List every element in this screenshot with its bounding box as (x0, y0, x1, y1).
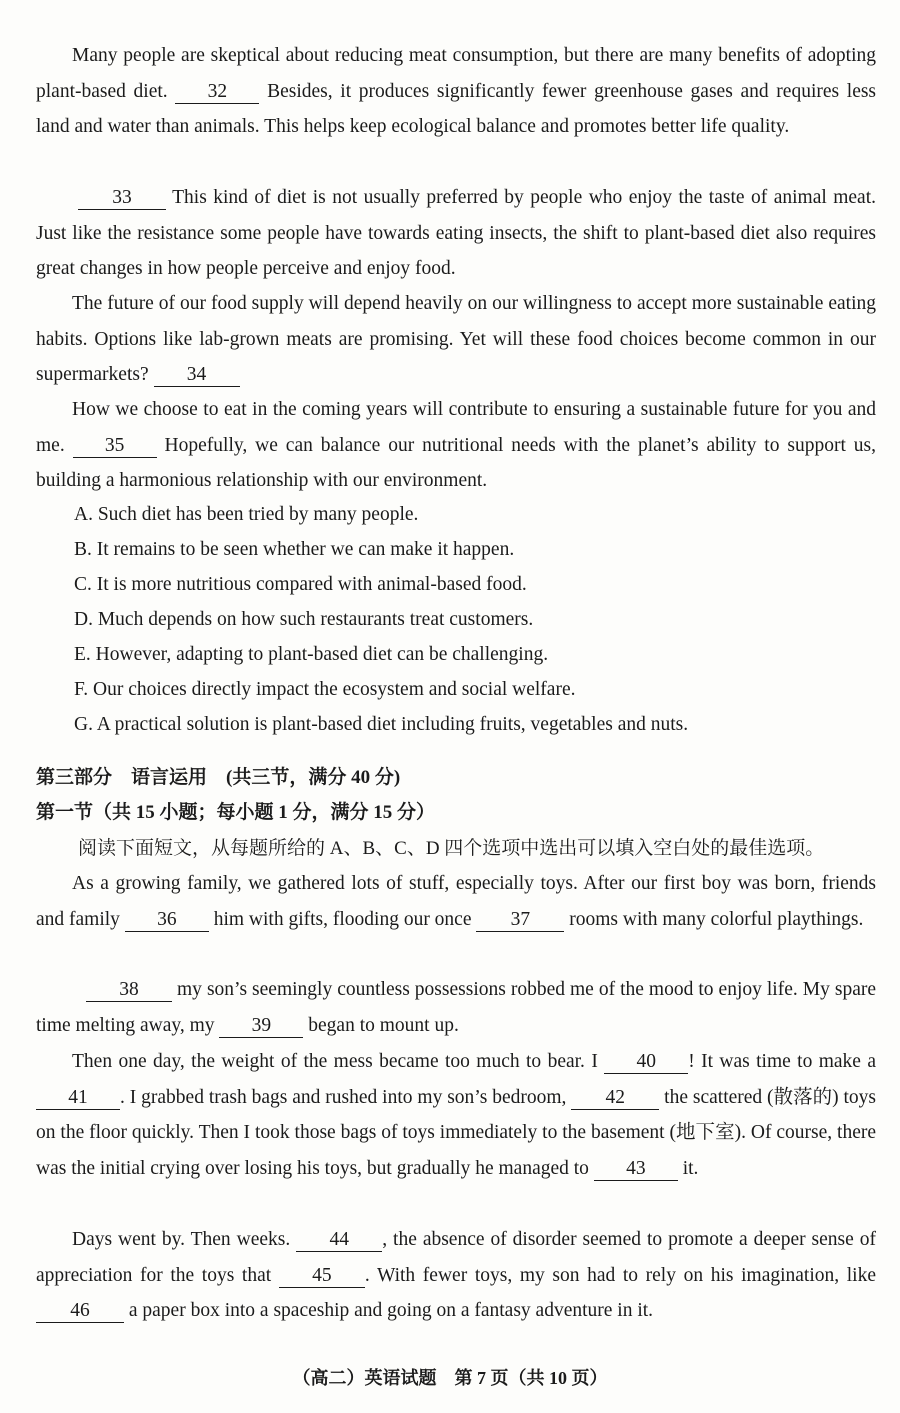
blank-39[interactable]: 39 (219, 1015, 303, 1038)
blank-34[interactable]: 34 (154, 364, 240, 387)
passage2-paragraph-3: Then one day, the weight of the mess became too much to bear. I 40 ! It was time to make a41 . I grabbed trash bags and rushed into my son’s bedroom, 42 the scattered (散落的) toys on the floor quickly. Then I took those bags of toys immediately to the basement (地下室). Of course, there was the initial crying over losing his toys, but gradually he managed to 43 it. (36, 1051, 876, 1179)
option-b: B. It remains to be seen whether we can make it happen. (74, 539, 515, 560)
passage1-paragraph-1: Many people are skeptical about reducing meat consumption, but there are many benefits of adopting plant-based diet. 32 Besides, it produces significantly fewer greenhouse gases and requires less land and water than animals. This helps keep ecological balance and promotes better life quality. (36, 45, 877, 137)
passage2-paragraph-2: 38 my son’s seemingly countless possessions robbed me of the mood to enjoy life. My spare time melting away, my 39 began to mount up. (36, 979, 876, 1036)
blank-44[interactable]: 44 (296, 1229, 382, 1252)
blank-33[interactable]: 33 (78, 187, 166, 210)
blank-37[interactable]: 37 (476, 909, 564, 932)
option-d: D. Much depends on how such restaurants treat customers. (74, 609, 534, 630)
blank-42[interactable]: 42 (571, 1087, 659, 1110)
option-f: F. Our choices directly impact the ecosystem and social welfare. (74, 679, 576, 700)
passage2-paragraph-4: Days went by. Then weeks. 44 , the absence of disorder seemed to promote a deeper sense of appreciation for the toys that 45 . With fewer toys, my son had to rely on his imagination, like 46 a paper box into a spaceship and going on a fantasy adventure in it. (36, 1229, 876, 1321)
section-instruction: 阅读下面短文，从每题所给的 A、B、C、D 四个选项中选出可以填入空白处的最佳选项。 (78, 838, 825, 859)
blank-41[interactable]: 41 (36, 1087, 120, 1110)
section-one-title: 第一节（共 15 小题；每小题 1 分，满分 15 分） (36, 802, 436, 823)
blank-45[interactable]: 45 (279, 1265, 365, 1288)
blank-46[interactable]: 46 (36, 1300, 124, 1323)
passage1-paragraph-2: 33 This kind of diet is not usually preferred by people who enjoy the taste of animal meat. Just like the resistance some people have towards eating insects, the shift to plant-based diet also requires great changes in how people perceive and enjoy food. (36, 187, 876, 279)
option-e: E. However, adapting to plant-based diet can be challenging. (74, 644, 549, 665)
option-g: G. A practical solution is plant-based diet including fruits, vegetables and nuts. (74, 714, 689, 735)
option-c: C. It is more nutritious compared with animal-based food. (74, 574, 527, 595)
blank-36[interactable]: 36 (125, 909, 209, 932)
passage1-paragraph-3: The future of our food supply will depend heavily on our willingness to accept more sustainable eating habits. Options like lab-grown meats are promising. Yet will these food choices become common in our supermarkets? 34 (36, 293, 876, 385)
blank-38[interactable]: 38 (86, 979, 172, 1002)
blank-35[interactable]: 35 (73, 435, 157, 458)
option-a: A. Such diet has been tried by many people. (74, 504, 419, 525)
passage1-paragraph-4: How we choose to eat in the coming years will contribute to ensuring a sustainable future for you and me. 35 Hopefully, we can balance our nutritional needs with the planet’s ability to support us, building a harmonious relationship with our environment. (36, 399, 876, 491)
page-footer: （高二）英语试题 第 7 页（共 10 页） (292, 1368, 608, 1388)
part-three-title: 第三部分 语言运用 (共三节，满分 40 分) (36, 767, 401, 788)
blank-43[interactable]: 43 (594, 1158, 678, 1181)
passage2-paragraph-1: As a growing family, we gathered lots of stuff, especially toys. After our first boy was born, friends and family 36 him with gifts, flooding our once 37 rooms with many colorful playthings. (36, 873, 876, 930)
blank-32[interactable]: 32 (175, 81, 259, 104)
blank-40[interactable]: 40 (604, 1051, 688, 1074)
